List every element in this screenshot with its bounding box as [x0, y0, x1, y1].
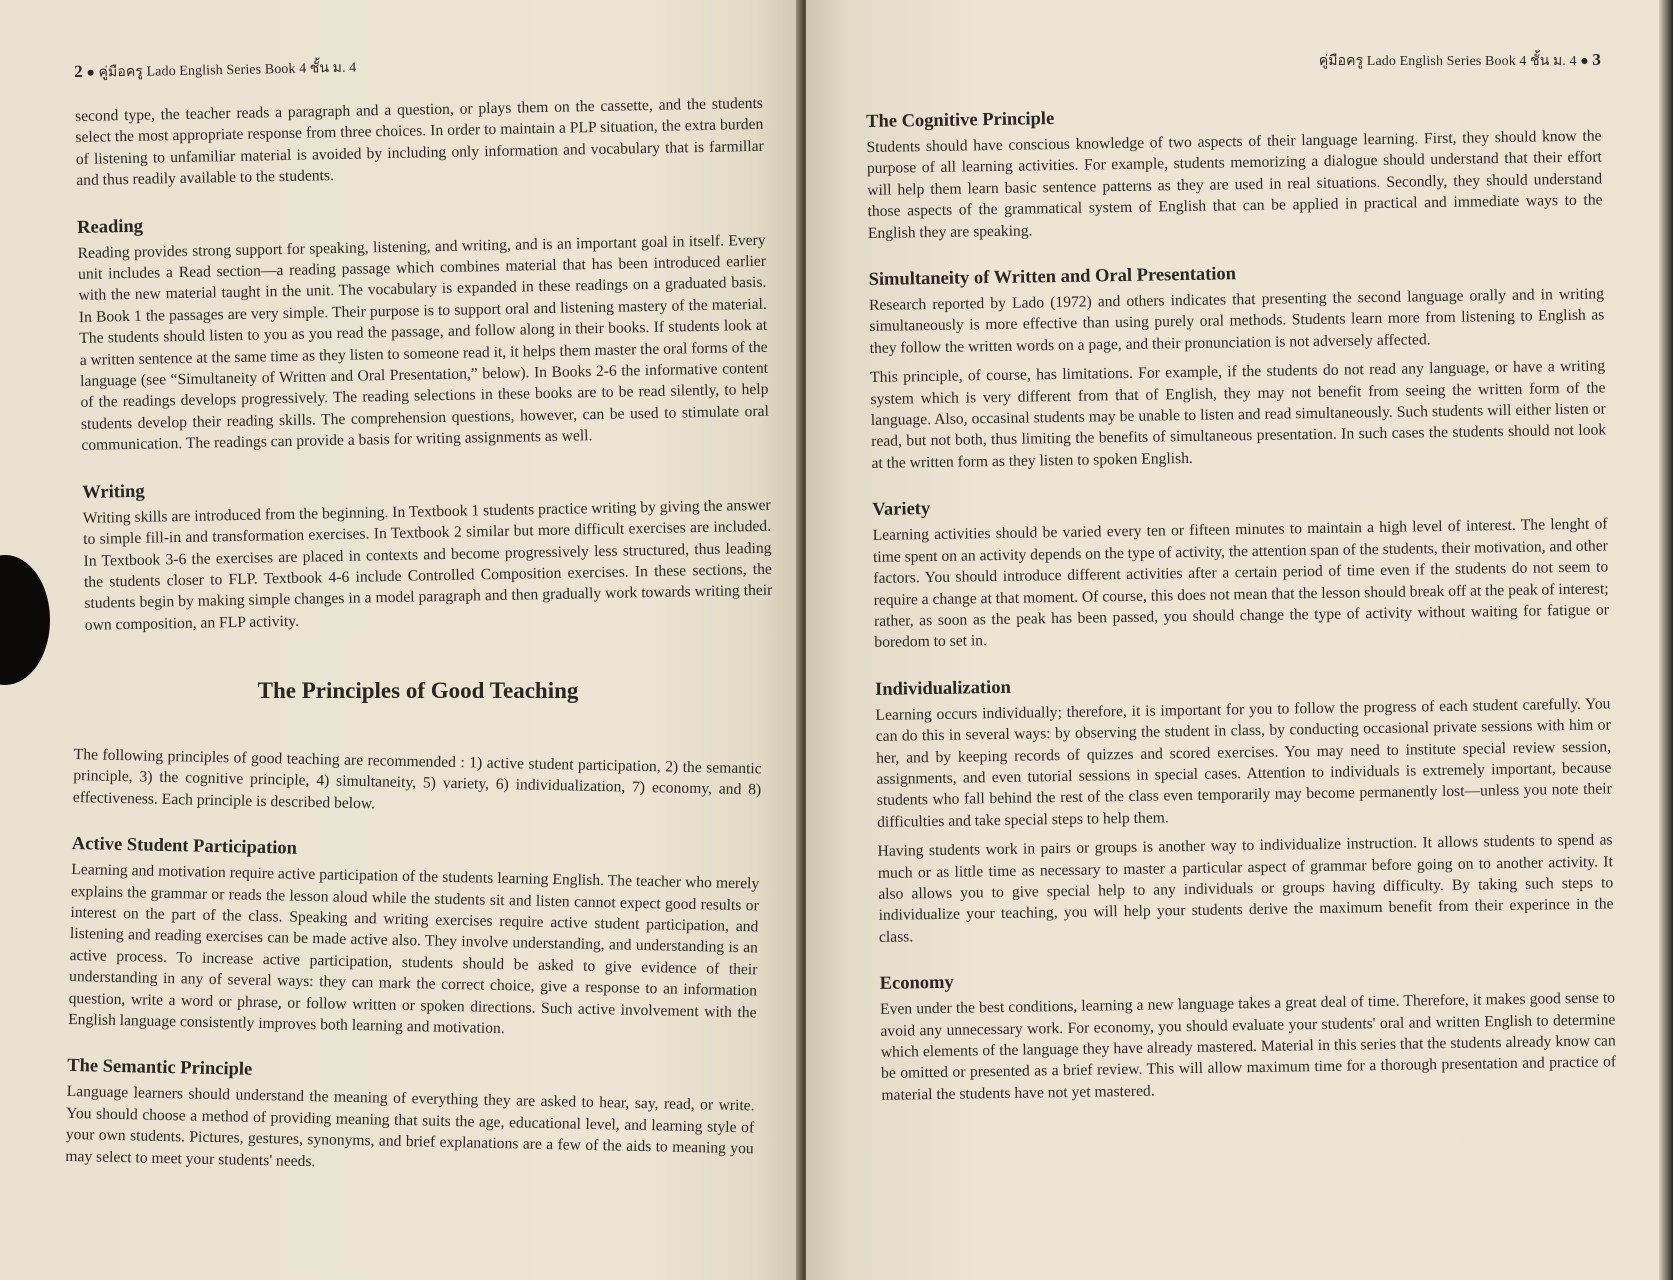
left-page-lower — [65, 744, 762, 1181]
cognitive-principle-heading: The Cognitive Principle — [866, 109, 1055, 132]
section-title: The Principles of Good Teaching — [257, 678, 579, 704]
simultaneity-paragraph-1: Research reported by Lado (1972) and others indicates that presenting the second language orally and in writing simultaneously is more effective than using purely oral methods. Students learn more from listening to English as they follow the written words on a page, and their pronunciation is not adversely affected. — [868, 285, 1605, 357]
right-page-number: 3 — [1592, 50, 1601, 69]
reading-heading: Reading — [76, 216, 144, 238]
right-running-head-bullet: ● — [1580, 54, 1589, 69]
right-running-head — [866, 50, 1601, 72]
reading-paragraph: Reading provides strong support for speaking, listening, and writing, and is an important goal in itself. Every unit includes a Read section—a reading passage which combines material that has been introduced earlier with the new material taught in the unit. The vocabulary is expanded in these readings on a graduated basis. In Book 1 the passages are very simple. Their purpose is to support oral and listening mastery of the material. The students should listen to you as you read the passage, and follow along in their books. If students look at a written sentence at the same time as they listen to someone read it, it helps them master the oral forms of the language (see “Simultaneity of Written and Oral Presentation,” below). In Books 2-6 the informative content of the readings develops progressively. The reading selections in these books are to be read silently, to help students develop their reading skills. The comprehension questions, however, can be used to stimulate oral communication. The readings can provide a basis for writing assignments as well. — [77, 231, 769, 455]
writing-paragraph: Writing skills are introduced from the beginning. In Textbook 1 students practice writing by giving the answer to simple fill-in and transformation exercises. In Textbook 2 similar but more difficult exercises are included. In Textbook 3-6 the exercises are placed in contexts and become progressively less structured, thus leading the students closer to FLP. Textbook 4-6 include Controlled Composition exercises. In these sections, the students begin by making simple changes in a model paragraph and then gradually work towards writing their own composition, an FLP activity. — [82, 496, 773, 634]
active-participation-paragraph: Learning and motivation require active participation of the students learning English. The teacher who merely explains the grammar or reads the lesson aloud while the students sit and listen cannot expect good results or interest on the part of the class. Speaking and writing exercises require active student participation, and listening and reading exercises can be made active also. They involve understanding, and understanding is an active process. To increase active participation, students should be asked to give evidence of their understanding in any of several ways: they can mark the correct choice, give a response to an information question, write a word or phrase, or follow written or spoken directions. Such active involvement with the English language consistently improves both learning and motivation. — [68, 861, 760, 1038]
left-running-head — [74, 49, 762, 84]
left-page — [0, 0, 804, 1280]
variety-paragraph: Learning activities should be varied every ten or fifteen minutes to maintain a high level of interest. The lenght of time spent on an activity depends on the type of activity, the attention span of the students, their motivation, and other factors. You should introduce different activities after a certain period of time even if the students do not seem to require a change at that moment. Of course, this does not mean that the lesson should break off at the peak of interest; rather, as soon as the peak has been passed, you should change the type of activity without waiting for fatigue or boredom to set in. — [872, 515, 1610, 652]
active-participation-heading: Active Student Participation — [71, 834, 298, 860]
simultaneity-paragraph-2: This principle, of course, has limitations. For example, if the students do not read any language, or have a writing system which is very different from that of English, they may not benefit from seeing the written form of the language. Also, occasinal students may be unable to listen and read simultaneously. Such students will either listen or read, but not both, thus limiting the benefits of simultaneous presentation. In such cases the students should not look at the written form as they listen to spoken English. — [870, 357, 1607, 472]
economy-paragraph: Even under the best conditions, learning a new language takes a great deal of time. Therefore, it makes good sense to avoid any unnecessary work. For economy, you should evaluate your students' oral and written English to determine which elements of the language they have already mastered. Material in this series that the students already know can be omitted or presented as a brief review. This will allow maximum time for a thorough presentation and practice of material the students have not yet mastered. — [879, 989, 1617, 1104]
left-running-head-text: คู่มือครู Lado English Series Book 4 ชั้น ม. 4 — [98, 60, 357, 81]
individualization-paragraph-1: Learning occurs individually; therefore, it is important for you to follow the progress of each student carefully. You can do this in several ways: by observing the student in class, by conducting occasional private sessions with him or her, and by keeping records of quizzes and scored exercises. You may need to institute special review session, assignments, and even tutorial sessions in special cases. Attention to individuals is extremely important, because students who fall behind the rest of the class even temporarily may become permanently lost—unless you note their difficulties and take special steps to help them. — [875, 695, 1612, 831]
left-page-number: 2 — [74, 61, 83, 81]
right-page-body — [866, 100, 1617, 1106]
writing-heading: Writing — [82, 481, 145, 503]
simultaneity-heading: Simultaneity of Written and Oral Presentation — [868, 264, 1237, 291]
cognitive-principle-paragraph: Students should have conscious knowledge of two aspects of their language learning. First, they should know the purpose of all learning activities. For example, students memorizing a dialogue should understand that their effort will help them learn basic sentence patterns as they are used in real situations. Secondly, they should understand those aspects of the grammatical system of English that can be applied in practical and immediate ways to the English they are speaking. — [866, 127, 1603, 242]
individualization-heading: Individualization — [874, 677, 1011, 700]
left-page-upper — [74, 49, 773, 636]
punch-hole — [0, 555, 50, 685]
economy-heading: Economy — [879, 972, 954, 995]
principles-intro: The following principles of good teaching are recommended : 1) active student participation, 2) the semantic principle, 3) the cognitive principle, 4) simultaneity, 5) variety, 6) individualization, 7) economy, and 8) effectiveness. Each principle is described below. — [72, 746, 762, 813]
semantic-principle-paragraph: Language learners should understand the meaning of everything they are asked to hear, say, read, or write. You should choose a method of providing meaning that suits the age, educational level, and learning style of your own students. Pictures, gestures, synonyms, and brief explanations are a few of the aids to meaning you may select to meet your students' needs. — [65, 1083, 755, 1170]
right-running-head-text: คู่มือครู Lado English Series Book 4 ชั้น ม. 4 — [1318, 54, 1577, 69]
right-page-edge — [1659, 0, 1673, 1280]
semantic-principle-heading: The Semantic Principle — [67, 1056, 253, 1081]
right-page — [806, 0, 1673, 1280]
variety-heading: Variety — [872, 499, 931, 521]
intro-paragraph: second type, the teacher reads a paragraph and a question, or plays them on the cassette, and the students select the most appropriate response from three choices. In order to maintain a PLP situation, the extra burden of listening to unfamiliar material is avoided by including only information and vocabulary that is farmillar and thus readily available to the students. — [74, 94, 764, 190]
left-running-head-bullet: ● — [86, 65, 96, 81]
individualization-paragraph-2: Having students work in pairs or groups is another way to individualize instruction. It allows students to spend as much or as little time as necessary to master a particular aspect of grammar before going on to another activity. It also allows you to give special help to any individuals or groups having difficulty. By taking such steps to individualize your teaching, you will help your students derive the maximum benefit from their experince in the class. — [877, 831, 1614, 946]
